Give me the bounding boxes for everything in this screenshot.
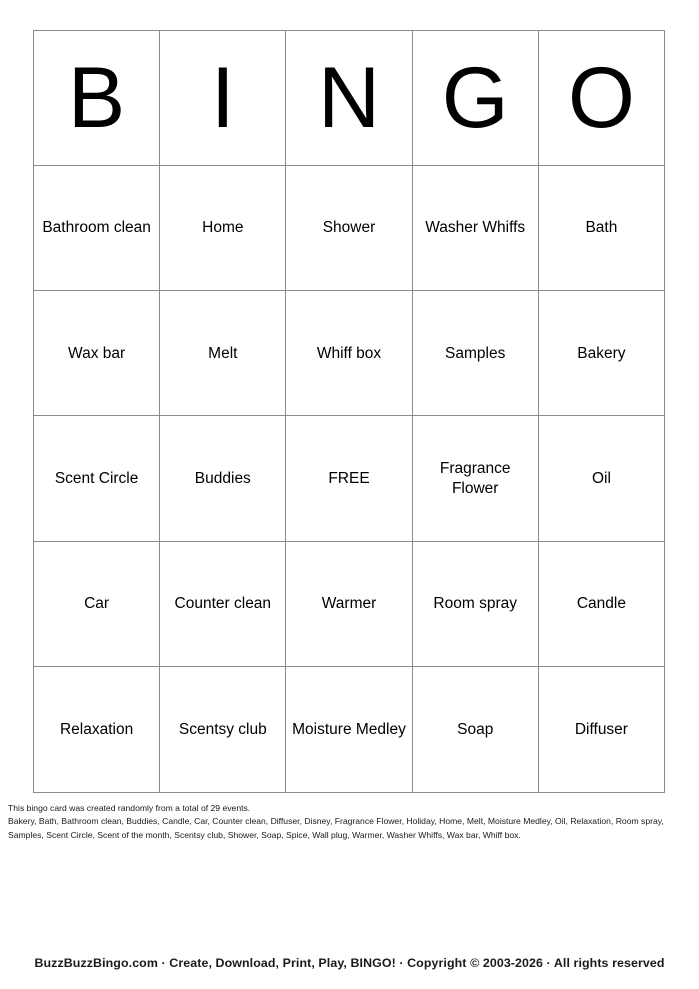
bingo-cell-label: Samples (445, 344, 506, 362)
bingo-cell-label: Washer Whiffs (425, 219, 526, 237)
bingo-row (34, 291, 664, 416)
bingo-cell-label: Melt (208, 344, 238, 362)
bingo-cell-label: Oil (591, 469, 611, 487)
bingo-cell-label: Scentsy club (178, 720, 267, 738)
bingo-cell-label: Warmer (321, 595, 377, 613)
bingo-cell-label: Counter clean (174, 595, 272, 613)
bingo-header-letter-g: G (413, 31, 539, 166)
bingo-header-row (34, 31, 664, 166)
bingo-cell[interactable] (34, 416, 160, 541)
bingo-cell[interactable] (539, 542, 664, 667)
fineprint-event-list: Bakery, Bath, Bathroom clean, Buddies, Candle, Car, Counter clean, Diffuser, Disney, Fragrance Flower, Holiday, Home, Melt, Moisture Medley, Oil, Relaxation, Room spray, Samples, Scent Circle, Scent of the month, Scentsy club, Shower, Soap, Spice, Wall plug, Warmer, Washer Whiffs, Wax bar, Whiff box. (8, 816, 664, 840)
bingo-cell[interactable] (160, 291, 286, 416)
bingo-cell[interactable] (286, 542, 412, 667)
bingo-cell-label: Bakery (577, 344, 626, 362)
site-footer: BuzzBuzzBingo.com · Create, Download, Print, Play, BINGO! · Copyright © 2003-2026 · All rights reserved (34, 956, 665, 970)
bingo-cell[interactable] (34, 667, 160, 792)
bingo-cell-label: Whiff box (316, 344, 382, 362)
bingo-row (34, 667, 664, 792)
bingo-cell[interactable] (413, 667, 539, 792)
bingo-cell[interactable] (160, 416, 286, 541)
bingo-cell[interactable] (160, 667, 286, 792)
bingo-cell[interactable] (286, 291, 412, 416)
bingo-free-label: FREE (328, 469, 370, 487)
fineprint (8, 802, 692, 842)
bingo-cell-label: Bath (585, 219, 618, 237)
bingo-cell[interactable] (34, 291, 160, 416)
bingo-cell[interactable] (413, 291, 539, 416)
bingo-cell-label: Candle (576, 595, 626, 613)
bingo-cell[interactable] (34, 166, 160, 291)
bingo-cell[interactable] (413, 542, 539, 667)
bingo-cell[interactable] (286, 667, 412, 792)
bingo-cell[interactable] (160, 542, 286, 667)
bingo-cell-label: Wax bar (68, 344, 126, 362)
bingo-cell[interactable] (539, 291, 664, 416)
bingo-header-letter-b: B (34, 31, 160, 166)
bingo-cell-label: Bathroom clean (42, 219, 151, 237)
bingo-cell[interactable] (286, 166, 412, 291)
bingo-cell-label: Diffuser (574, 720, 628, 738)
bingo-cell[interactable] (539, 166, 664, 291)
bingo-cell-free[interactable] (286, 416, 412, 541)
bingo-card (33, 30, 665, 793)
bingo-cell[interactable] (413, 166, 539, 291)
bingo-cell-label: Car (84, 595, 110, 613)
bingo-cell[interactable] (34, 542, 160, 667)
bingo-cell[interactable] (413, 416, 539, 541)
bingo-header-letter-n: N (286, 31, 412, 166)
bingo-cell-label: Relaxation (59, 720, 134, 738)
bingo-cell-label: Fragrance Flower (439, 460, 511, 497)
bingo-cell-label: Scent Circle (54, 469, 139, 487)
bingo-cell-label: Home (202, 219, 244, 237)
bingo-cell[interactable] (160, 166, 286, 291)
bingo-cell-label: Buddies (194, 469, 251, 487)
bingo-cell-label: Shower (322, 219, 376, 237)
bingo-cell[interactable] (539, 667, 664, 792)
bingo-row (34, 416, 664, 541)
bingo-cell-label: Soap (457, 720, 494, 738)
bingo-cell-label: Moisture Medley (292, 720, 406, 738)
bingo-row (34, 166, 664, 291)
bingo-cell-label: Room spray (433, 595, 517, 613)
bingo-row (34, 542, 664, 667)
bingo-cell[interactable] (539, 416, 664, 541)
bingo-header-letter-o: O (539, 31, 664, 166)
bingo-header-letter-i: I (160, 31, 286, 166)
fineprint-summary: This bingo card was created randomly from a total of 29 events. (8, 803, 251, 813)
